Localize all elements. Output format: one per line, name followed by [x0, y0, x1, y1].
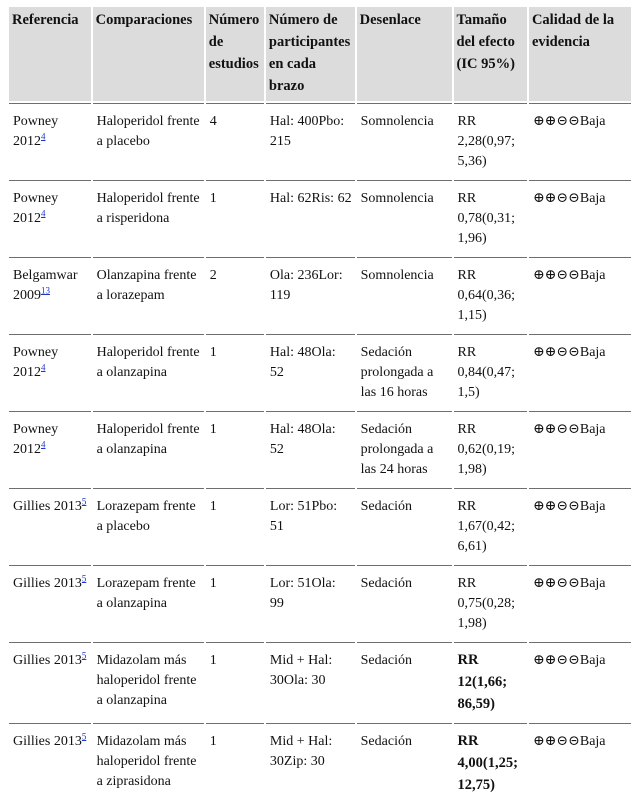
cell-tamano-efecto: RR 0,64(0,36; 1,15) — [454, 257, 527, 332]
cell-comparaciones: Haloperidol frente a olanzapina — [93, 334, 204, 409]
cell-tamano-efecto: RR 0,78(0,31; 1,96) — [454, 180, 527, 255]
table-row — [9, 488, 631, 563]
cell-referencia — [9, 411, 91, 486]
citation-link[interactable]: 4 — [41, 208, 46, 219]
cell-tamano-efecto: RR 12(1,66; 86,59) — [454, 642, 527, 721]
cell-calidad: ⊕⊕⊝⊝Baja — [529, 723, 631, 802]
cell-desenlace: Sedación — [357, 565, 452, 640]
cell-comparaciones: Midazolam más haloperidol frente a olanzapina — [93, 642, 204, 721]
citation-superscript — [41, 362, 46, 372]
cell-referencia — [9, 334, 91, 409]
table-row — [9, 103, 631, 178]
citation-superscript — [41, 208, 46, 218]
cell-desenlace: Sedación prolongada a las 16 horas — [357, 334, 452, 409]
cell-comparaciones: Olanzapina frente a lorazepam — [93, 257, 204, 332]
header-numero-participantes: Número de participantes en cada brazo — [266, 7, 355, 101]
header-referencia: Referencia — [9, 7, 91, 101]
citation-superscript — [82, 650, 87, 660]
citation-link[interactable]: 4 — [41, 362, 46, 373]
reference-author: Gillies 2013 — [13, 576, 82, 591]
cell-numero-estudios: 1 — [206, 180, 264, 255]
reference-author: Gillies 2013 — [13, 653, 82, 668]
cell-participantes: Hal: 62Ris: 62 — [266, 180, 355, 255]
cell-tamano-efecto: RR 1,67(0,42; 6,61) — [454, 488, 527, 563]
cell-referencia — [9, 257, 91, 332]
cell-calidad: ⊕⊕⊝⊝Baja — [529, 411, 631, 486]
cell-tamano-efecto: RR 0,62(0,19; 1,98) — [454, 411, 527, 486]
cell-participantes: Hal: 400Pbo: 215 — [266, 103, 355, 178]
cell-referencia — [9, 103, 91, 178]
cell-calidad: ⊕⊕⊝⊝Baja — [529, 103, 631, 178]
cell-numero-estudios: 4 — [206, 103, 264, 178]
reference-author: Powney 2012 — [13, 191, 59, 226]
cell-desenlace: Somnolencia — [357, 257, 452, 332]
table-body — [9, 103, 631, 802]
reference-author: Gillies 2013 — [13, 734, 82, 749]
table-header — [9, 7, 631, 101]
cell-comparaciones: Haloperidol frente a placebo — [93, 103, 204, 178]
citation-superscript — [41, 131, 46, 141]
table-row — [9, 642, 631, 721]
evidence-table — [7, 5, 633, 804]
cell-tamano-efecto: RR 0,75(0,28; 1,98) — [454, 565, 527, 640]
cell-tamano-efecto: RR 4,00(1,25; 12,75) — [454, 723, 527, 802]
cell-calidad: ⊕⊕⊝⊝Baja — [529, 334, 631, 409]
cell-participantes: Hal: 48Ola: 52 — [266, 411, 355, 486]
cell-calidad: ⊕⊕⊝⊝Baja — [529, 257, 631, 332]
citation-superscript — [82, 496, 87, 506]
cell-numero-estudios: 1 — [206, 334, 264, 409]
cell-referencia — [9, 565, 91, 640]
citation-link[interactable]: 5 — [81, 731, 87, 742]
cell-numero-estudios: 1 — [206, 723, 264, 802]
cell-calidad: ⊕⊕⊝⊝Baja — [529, 488, 631, 563]
citation-link[interactable]: 4 — [41, 439, 46, 450]
cell-desenlace: Sedación — [357, 488, 452, 563]
cell-participantes: Lor: 51Pbo: 51 — [266, 488, 355, 563]
citation-superscript — [82, 573, 87, 583]
cell-numero-estudios: 1 — [206, 411, 264, 486]
table-row — [9, 257, 631, 332]
cell-desenlace: Sedación — [357, 642, 452, 721]
citation-superscript — [82, 731, 87, 741]
citation-link[interactable]: 4 — [41, 131, 46, 142]
cell-numero-estudios: 1 — [206, 565, 264, 640]
cell-participantes: Mid + Hal: 30Ola: 30 — [266, 642, 355, 721]
table-row — [9, 565, 631, 640]
header-numero-estudios: Número de estudios — [206, 7, 264, 101]
reference-author: Powney 2012 — [13, 345, 59, 380]
table-row — [9, 411, 631, 486]
cell-calidad: ⊕⊕⊝⊝Baja — [529, 180, 631, 255]
reference-author: Powney 2012 — [13, 114, 59, 149]
cell-calidad: ⊕⊕⊝⊝Baja — [529, 642, 631, 721]
cell-participantes: Mid + Hal: 30Zip: 30 — [266, 723, 355, 802]
header-comparaciones: Comparaciones — [93, 7, 204, 101]
cell-desenlace: Somnolencia — [357, 103, 452, 178]
cell-desenlace: Sedación — [357, 723, 452, 802]
cell-tamano-efecto: RR 2,28(0,97; 5,36) — [454, 103, 527, 178]
citation-link[interactable]: 13 — [41, 285, 50, 296]
cell-referencia — [9, 488, 91, 563]
table-row — [9, 723, 631, 802]
citation-link[interactable]: 5 — [81, 496, 87, 507]
cell-numero-estudios: 2 — [206, 257, 264, 332]
cell-numero-estudios: 1 — [206, 488, 264, 563]
citation-superscript — [41, 285, 50, 295]
header-row — [9, 7, 631, 101]
table-row — [9, 180, 631, 255]
cell-desenlace: Somnolencia — [357, 180, 452, 255]
cell-referencia — [9, 723, 91, 802]
cell-comparaciones: Lorazepam frente a olanzapina — [93, 565, 204, 640]
cell-participantes: Ola: 236Lor: 119 — [266, 257, 355, 332]
cell-comparaciones: Lorazepam frente a placebo — [93, 488, 204, 563]
reference-author: Belgamwar 2009 — [13, 268, 78, 303]
cell-referencia — [9, 180, 91, 255]
cell-comparaciones: Haloperidol frente a risperidona — [93, 180, 204, 255]
cell-comparaciones: Haloperidol frente a olanzapina — [93, 411, 204, 486]
cell-calidad: ⊕⊕⊝⊝Baja — [529, 565, 631, 640]
cell-desenlace: Sedación prolongada a las 24 horas — [357, 411, 452, 486]
header-tamano-efecto: Tamaño del efecto (IC 95%) — [454, 7, 527, 101]
header-calidad-evidencia: Calidad de la evidencia — [529, 7, 631, 101]
reference-author: Gillies 2013 — [13, 499, 82, 514]
cell-comparaciones: Midazolam más haloperidol frente a ziprasidona — [93, 723, 204, 802]
reference-author: Powney 2012 — [13, 422, 59, 457]
cell-referencia — [9, 642, 91, 721]
header-desenlace: Desenlace — [357, 7, 452, 101]
cell-tamano-efecto: RR 0,84(0,47; 1,5) — [454, 334, 527, 409]
table-row — [9, 334, 631, 409]
citation-link[interactable]: 5 — [81, 573, 87, 584]
citation-superscript — [41, 439, 46, 449]
cell-participantes: Lor: 51Ola: 99 — [266, 565, 355, 640]
citation-link[interactable]: 5 — [81, 650, 87, 661]
cell-participantes: Hal: 48Ola: 52 — [266, 334, 355, 409]
cell-numero-estudios: 1 — [206, 642, 264, 721]
